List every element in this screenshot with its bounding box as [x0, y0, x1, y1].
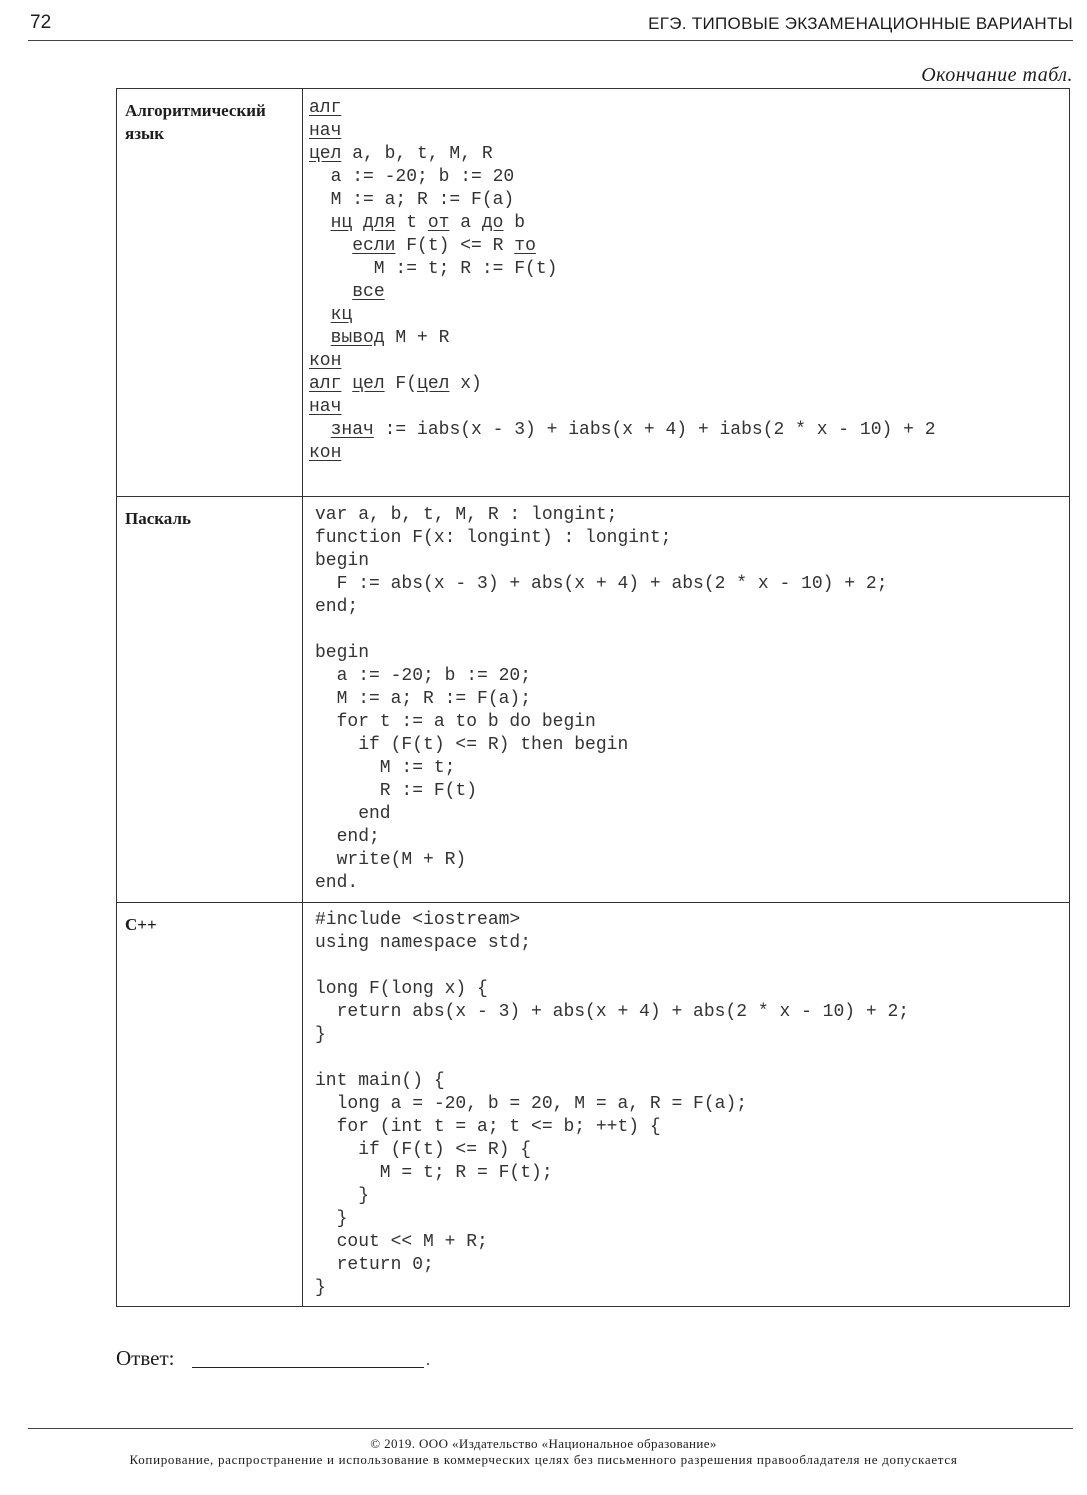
- code-line: end;: [315, 597, 359, 617]
- code-line: нач: [309, 121, 342, 141]
- code-line: M := a; R := F(a);: [315, 689, 532, 709]
- language-name: Алгоритмический язык: [125, 101, 266, 143]
- code-line: return 0;: [315, 1255, 434, 1275]
- answer-field[interactable]: [192, 1367, 424, 1368]
- code-line: M := a; R := F(a): [309, 190, 515, 210]
- language-cell: [117, 903, 303, 1307]
- table-caption: Окончание табл.: [921, 64, 1073, 86]
- code-line: M := t;: [315, 758, 456, 778]
- code-line: если F(t) <= R то: [352, 236, 536, 256]
- code-line: write(M + R): [315, 850, 467, 870]
- code-line: #include <iostream>: [315, 910, 521, 930]
- code-cell: [303, 497, 1070, 903]
- code-line: кц: [330, 305, 353, 325]
- running-title: ЕГЭ. ТИПОВЫЕ ЭКЗАМЕНАЦИОННЫЕ ВАРИАНТЫ: [648, 14, 1073, 33]
- code-line: for (int t = a; t <= b; ++t) {: [315, 1117, 661, 1137]
- code-line: a := -20; b := 20: [309, 167, 515, 187]
- code-line: знач := iabs(x - 3) + iabs(x + 4) + iabs(2 * x - 10) + 2: [330, 420, 936, 440]
- code-line: M := t; R := F(t): [309, 259, 558, 279]
- code-line: }: [315, 1278, 326, 1298]
- code-line: M = t; R = F(t);: [315, 1163, 553, 1183]
- code-line: if (F(t) <= R) {: [315, 1140, 532, 1160]
- code-line: цел a, b, t, M, R: [309, 144, 493, 164]
- code-line: var a, b, t, M, R : longint;: [315, 505, 618, 525]
- code-line: нач: [309, 397, 342, 417]
- code-block-cpp: [303, 903, 1069, 1306]
- language-name: Паскаль: [125, 509, 191, 528]
- code-line: long a = -20, b = 20, M = a, R = F(a);: [315, 1094, 748, 1114]
- table-row-pascal: [117, 497, 1070, 903]
- language-name: C++: [125, 915, 157, 934]
- code-line: end;: [315, 827, 380, 847]
- copyright-notice: Копирование, распространение и использование в коммерческих целях без письменного разрешения правообладателя не допускается: [129, 1452, 958, 1467]
- code-line: F := abs(x - 3) + abs(x + 4) + abs(2 * x - 10) + 2;: [315, 574, 888, 594]
- code-line: кон: [309, 351, 342, 371]
- code-block-pascal: [303, 497, 1069, 902]
- code-line: алг: [309, 98, 342, 118]
- code-line: for t := a to b do begin: [315, 712, 596, 732]
- code-line: }: [315, 1025, 326, 1045]
- code-line: function F(x: longint) : longint;: [315, 528, 672, 548]
- code-line: все: [352, 282, 385, 302]
- code-cell: [303, 903, 1070, 1307]
- code-line: end: [315, 804, 391, 824]
- code-line: return abs(x - 3) + abs(x + 4) + abs(2 * x - 10) + 2;: [315, 1002, 910, 1022]
- table-row-algo: [117, 89, 1070, 497]
- code-line: [315, 955, 1069, 978]
- code-line: begin: [315, 643, 370, 663]
- code-line: if (F(t) <= R) then begin: [315, 735, 629, 755]
- code-line: a := -20; b := 20;: [315, 666, 532, 686]
- language-cell: [117, 89, 303, 497]
- code-cell: [303, 89, 1070, 497]
- code-line: [315, 619, 1069, 642]
- code-block-algorithmic: [303, 89, 1069, 471]
- code-line: long F(long x) {: [315, 979, 488, 999]
- code-line: begin: [315, 551, 370, 571]
- code-line: cout << M + R;: [315, 1232, 488, 1252]
- code-line: }: [315, 1186, 370, 1206]
- code-line: end.: [315, 873, 359, 893]
- code-line: [315, 1047, 1069, 1070]
- footer-divider: [28, 1428, 1073, 1429]
- code-line: кон: [309, 443, 342, 463]
- code-line: нц для t от a до b: [330, 213, 526, 233]
- page-number: 72: [30, 12, 52, 33]
- language-cell: [117, 497, 303, 903]
- header-divider: [28, 40, 1073, 41]
- code-line: }: [315, 1209, 348, 1229]
- code-line: вывод M + R: [330, 328, 450, 348]
- table-row-cpp: [117, 903, 1070, 1307]
- copyright-line: © 2019. ООО «Издательство «Национальное образование»: [370, 1436, 717, 1451]
- code-line: using namespace std;: [315, 933, 532, 953]
- code-line: алг цел F(цел x): [309, 374, 482, 394]
- answer-end-mark: .: [426, 1352, 430, 1369]
- program-listing-table: [116, 88, 1070, 1307]
- answer-label: Ответ:: [116, 1346, 175, 1370]
- code-line: int main() {: [315, 1071, 445, 1091]
- code-line: R := F(t): [315, 781, 478, 801]
